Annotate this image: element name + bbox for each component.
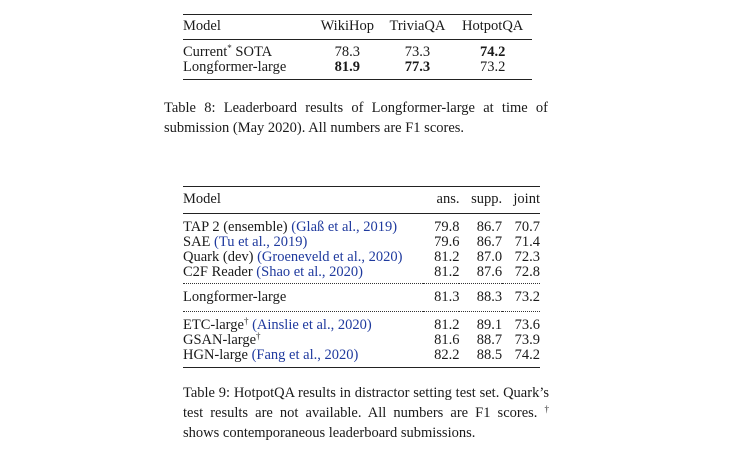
table-row [183,250,540,265]
header-supp: supp. [459,187,502,214]
triviaqa-cell: 73.3 [404,44,431,60]
table-row [183,40,532,61]
ans-cell: 81.2 [434,249,460,265]
joint-cell: 70.7 [514,219,540,235]
model-name: HGN-large [183,347,248,363]
ans-cell: 79.8 [434,219,460,235]
joint-cell: 73.2 [502,284,540,312]
caption-text: Table 9: HotpotQA results in distractor setting test set. Quark’s test results are not available. All numbers are F1 scores. [183,385,549,421]
ans-cell: 81.3 [423,284,459,312]
model-name: GSAN-large [183,332,257,348]
model-name: TAP 2 (ensemble) [183,219,288,235]
model-cell [183,40,313,61]
footnote-marker: * [227,43,232,53]
supp-cell: 87.0 [476,249,503,265]
model-cell [183,250,423,265]
ans-cell: 81.2 [423,265,459,284]
model-name: SAE [183,234,211,250]
table-row [183,214,540,236]
citation-link[interactable]: (Groeneveld et al., 2020) [257,249,403,265]
table-row [183,333,540,348]
supp-cell: 88.7 [476,332,503,348]
header-model: Model [183,187,423,214]
dagger-marker: † [256,331,261,341]
model-cell: Longformer-large [183,60,313,80]
model-name: Quark (dev) [183,249,254,265]
wikihop-cell: 81.9 [313,60,382,80]
table-8-caption: Table 8: Leaderboard results of Longformer-large at time of submission (May 2020). All numbers are F1 scores. [164,100,548,136]
supp-cell: 88.3 [459,284,502,312]
table-row [183,348,540,368]
table-9 [183,186,540,368]
joint-cell: 74.2 [502,348,540,368]
supp-cell: 86.7 [476,219,503,235]
dagger-marker: † [544,404,549,414]
model-cell [183,235,423,250]
model-cell [183,333,423,348]
table-row [183,265,540,284]
supp-cell: 88.5 [459,348,502,368]
joint-cell: 73.6 [514,317,540,333]
hotpotqa-cell: 74.2 [479,44,506,60]
model-name: Current [183,44,228,60]
joint-cell: 72.3 [514,249,540,265]
wikihop-cell: 78.3 [334,44,360,60]
caption-text-rest: shows contemporaneous leaderboard submissions. [183,425,476,441]
citation-link[interactable]: (Ainslie et al., 2020) [252,317,372,333]
model-name: C2F Reader [183,264,253,280]
header-triviaqa: TriviaQA [382,15,454,40]
ans-cell: 81.2 [434,317,460,333]
table-row [183,312,540,334]
header-model: Model [183,15,313,40]
table-row [183,284,540,312]
model-cell [183,265,423,284]
ans-cell: 79.6 [434,234,460,250]
table-header-row [183,15,532,40]
model-cell [183,312,423,334]
ans-cell: 81.6 [434,332,460,348]
citation-link[interactable]: (Tu et al., 2019) [214,234,308,250]
joint-cell: 71.4 [514,234,540,250]
citation-link[interactable]: (Glaß et al., 2019) [291,219,398,235]
hotpotqa-cell: 73.2 [453,60,532,80]
ans-cell: 82.2 [423,348,459,368]
triviaqa-cell: 77.3 [382,60,454,80]
table-9-caption [183,383,549,443]
model-cell [183,214,423,236]
table-row [183,60,532,80]
citation-link[interactable]: (Shao et al., 2020) [256,264,364,280]
table-8 [183,14,532,80]
model-cell [183,348,423,368]
dagger-marker: † [243,316,249,326]
joint-cell: 73.9 [514,332,540,348]
supp-cell: 87.6 [459,265,502,284]
header-joint: joint [502,187,540,214]
model-name: ETC-large [183,317,244,333]
supp-cell: 89.1 [476,317,503,333]
model-name-rest: SOTA [231,44,273,60]
header-ans: ans. [423,187,459,214]
model-cell: Longformer-large [183,284,423,312]
header-wikihop: WikiHop [313,15,382,40]
table-row [183,235,540,250]
table-header-row [183,187,540,214]
supp-cell: 86.7 [476,234,503,250]
citation-link[interactable]: (Fang et al., 2020) [251,347,359,363]
joint-cell: 72.8 [502,265,540,284]
header-hotpotqa: HotpotQA [453,15,532,40]
